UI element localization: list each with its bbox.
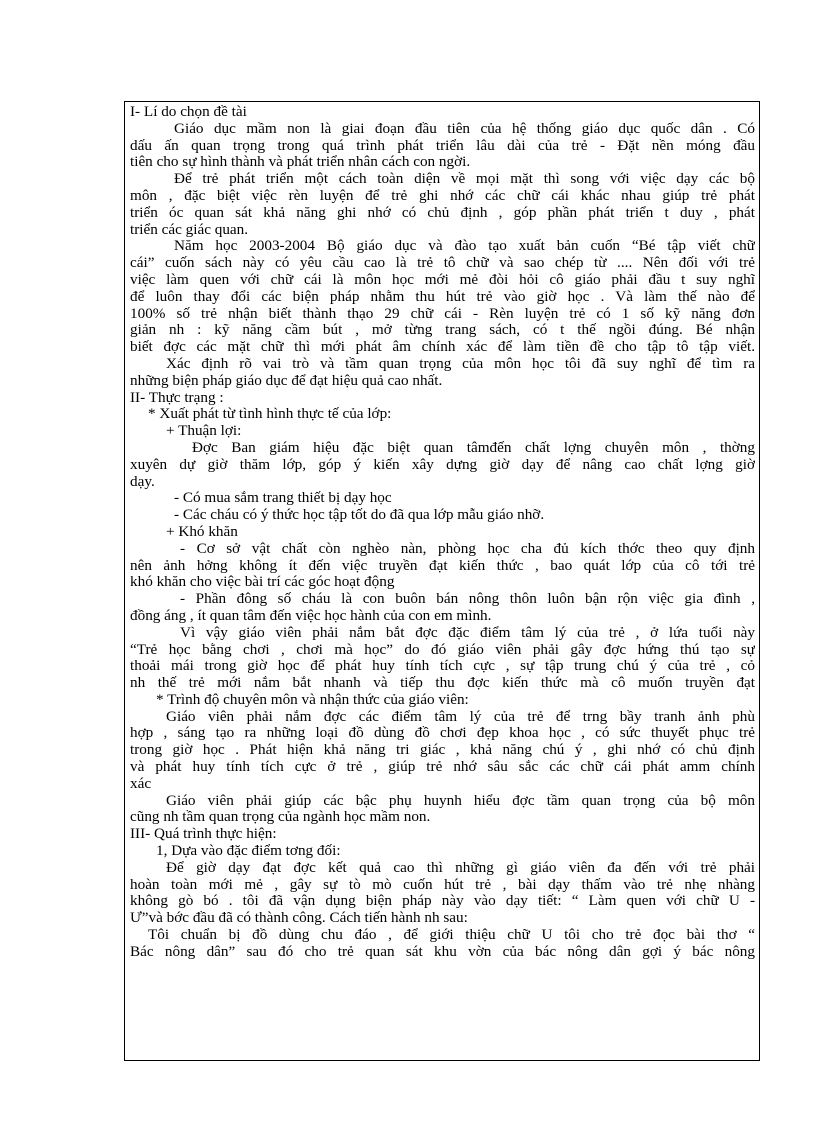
text-line: nên ảnh hởng không ít đến việc truyền đạt kiến thức , bao quát lớp của cô tới trẻ: [130, 557, 755, 574]
text-line: Năm học 2003-2004 Bộ giáo dục và đào tạo xuất bản cuốn “Bé tập viết chữ: [174, 238, 755, 255]
text-line: dấu ấn quan trọng trong quá trình phát triển lâu dài của trẻ - Đặt nền móng đầu: [130, 137, 755, 154]
text-line: để luôn thay đổi các biện pháp nhằm thu hút trẻ vào giờ học . Và làm thế nào để: [130, 288, 755, 305]
text-line: xác: [130, 775, 152, 792]
text-line: cũng nh tầm quan trọng của ngành học mầm non.: [130, 809, 431, 826]
text-line: không gò bó . tôi đã vận dụng biện pháp này vào dạy tiết: “ Làm quen với chữ U -: [130, 893, 755, 910]
text-line: Giáo viên phải giúp các bậc phụ huynh hiểu đợc tầm quan trọng của bộ môn: [166, 792, 755, 809]
text-line: dạy.: [130, 473, 155, 490]
text-line: Giáo viên phải nắm đợc các điểm tâm lý của trẻ để trng bầy tranh ảnh phù: [166, 708, 755, 725]
heading-process: III- Quá trình thực hiện:: [130, 826, 277, 843]
text-line: nh thế trẻ mới nắm bắt nhanh và tiếp thu đợc kiến thức mà cô muốn truyền đạt: [130, 675, 755, 692]
text-line: hợp , sáng tạo ra những loại đồ dùng đồ chơi đẹp khoa học , có sức thuyết phục trẻ: [130, 725, 755, 742]
text-line: * Trình độ chuyên môn và nhận thức của giáo viên:: [156, 691, 469, 708]
text-line: trong giờ học . Phát hiện khả năng tri giác , khả năng chú ý , ghi nhớ có chủ định: [130, 742, 755, 759]
text-line: Để giờ dạy đạt đợc kết quả cao thì những gì giáo viên đa đến với trẻ phải: [166, 859, 755, 876]
text-line: xuyên dự giờ thăm lớp, góp ý kiến xây dựng giờ dạy để nâng cao chất lợng giờ: [130, 456, 755, 473]
text-line: - Cơ sở vật chất còn nghèo nàn, phòng học cha đủ kích thớc theo quy định: [180, 540, 755, 557]
text-line: môn , đặc biệt việc rèn luyện để trẻ ghi nhớ các chữ cái khác nhau giúp trẻ phát: [130, 187, 755, 204]
text-line: 100% số trẻ nhận biết thành thạo 29 chữ cái - Rèn luyện trẻ có 1 số kỹ năng đơn: [130, 305, 755, 322]
text-line: giản nh : kỹ năng cầm bút , mở từng trang sách, có t thế ngồi đúng. Bé nhận: [130, 322, 755, 339]
text-line: Vì vậy giáo viên phải nắm bắt đợc đặc điểm tâm lý của trẻ , ở lứa tuổi này: [180, 624, 755, 641]
text-line: Xác định rõ vai trò và tầm quan trọng của môn học tôi đã suy nghĩ để tìm ra: [166, 355, 755, 372]
text-line: - Phần đông số cháu là con buôn bán nông thôn luôn bận rộn việc gia đình ,: [180, 591, 755, 608]
text-line: những biện pháp giáo dục để đạt hiệu quả cao nhất.: [130, 372, 443, 389]
text-line: hoàn toàn mới mẻ , gây sự tò mò cuốn hút trẻ , bài dạy thấm vào trẻ nhẹ nhàng: [130, 876, 755, 893]
text-line: biết đợc các mặt chữ thì mới phát âm chính xác để làm tiền đề cho tập tô tập viết.: [130, 339, 755, 356]
text-line: 1, Dựa vào đặc điểm tơng đối:: [156, 843, 341, 860]
text-line: đồng áng , ít quan tâm đến việc học hành của con em mình.: [130, 607, 492, 624]
text-line: Để trẻ phát triển một cách toàn diện về mọi mặt thì song với việc dạy các bộ: [174, 171, 755, 188]
text-line: triển óc quan sát khả năng ghi nhớ có chủ định , góp phần phát triển t duy , phát: [130, 204, 755, 221]
text-line: Bác nông dân” sau đó cho trẻ quan sát khu vờn của bác nông dân gợi ý bác nông: [130, 943, 755, 960]
text-line: Giáo dục mầm non là giai đoạn đầu tiên của hệ thống giáo dục quốc dân . Có: [174, 120, 755, 137]
text-line: tiên cho sự hình thành và phát triển nhân cách con ngời.: [130, 154, 471, 171]
text-line: * Xuất phát từ tình hình thực tế của lớp:: [148, 406, 392, 423]
text-line: + Thuận lợi:: [166, 423, 242, 440]
text-line: triển các giác quan.: [130, 221, 249, 238]
text-line: Ư”và bớc đầu đã có thành công. Cách tiến hành nh sau:: [130, 910, 468, 927]
text-line: Đợc Ban giám hiệu đặc biệt quan tâmđến chất lợng chuyên môn , thờng: [192, 439, 755, 456]
text-line: - Có mua sắm trang thiết bị dạy học: [174, 490, 392, 507]
text-line: + Khó khăn: [166, 523, 238, 540]
text-line: và phát huy tính tích cực ở trẻ , giúp trẻ nhớ sâu sắc các chữ cái phát amm chính: [130, 759, 755, 776]
text-line: “Trẻ học bằng chơi , chơi mà học” do đó giáo viên phải gây đợc hứng thú tạo sự: [130, 641, 755, 658]
text-line: việc làm quen với chữ cái là môn học mới mẻ đòi hỏi cô giáo phải đầu t suy nghĩ: [130, 271, 755, 288]
text-line: cái” cuốn sách này có yêu cầu cao là trẻ tô chữ và sao chép từ .... Nên đối với trẻ: [130, 255, 755, 272]
text-line: thoải mái trong giờ học để phát huy tính tích cực , sự tập trung chú ý của trẻ , cỏ: [130, 658, 755, 675]
heading-status: II- Thực trạng :: [130, 389, 224, 406]
text-line: Tôi chuẩn bị đồ dùng chu đáo , để giới thiệu chữ U tôi cho trẻ đọc bài thơ “: [148, 927, 755, 944]
heading-reason: I- Lí do chọn đề tài: [130, 104, 247, 120]
document-frame: [124, 101, 760, 1061]
text-line: - Các cháu có ý thức học tập tốt do đã qua lớp mẫu giáo nhỡ.: [174, 507, 545, 524]
text-line: khó khăn cho việc bài trí các góc hoạt động: [130, 574, 395, 591]
